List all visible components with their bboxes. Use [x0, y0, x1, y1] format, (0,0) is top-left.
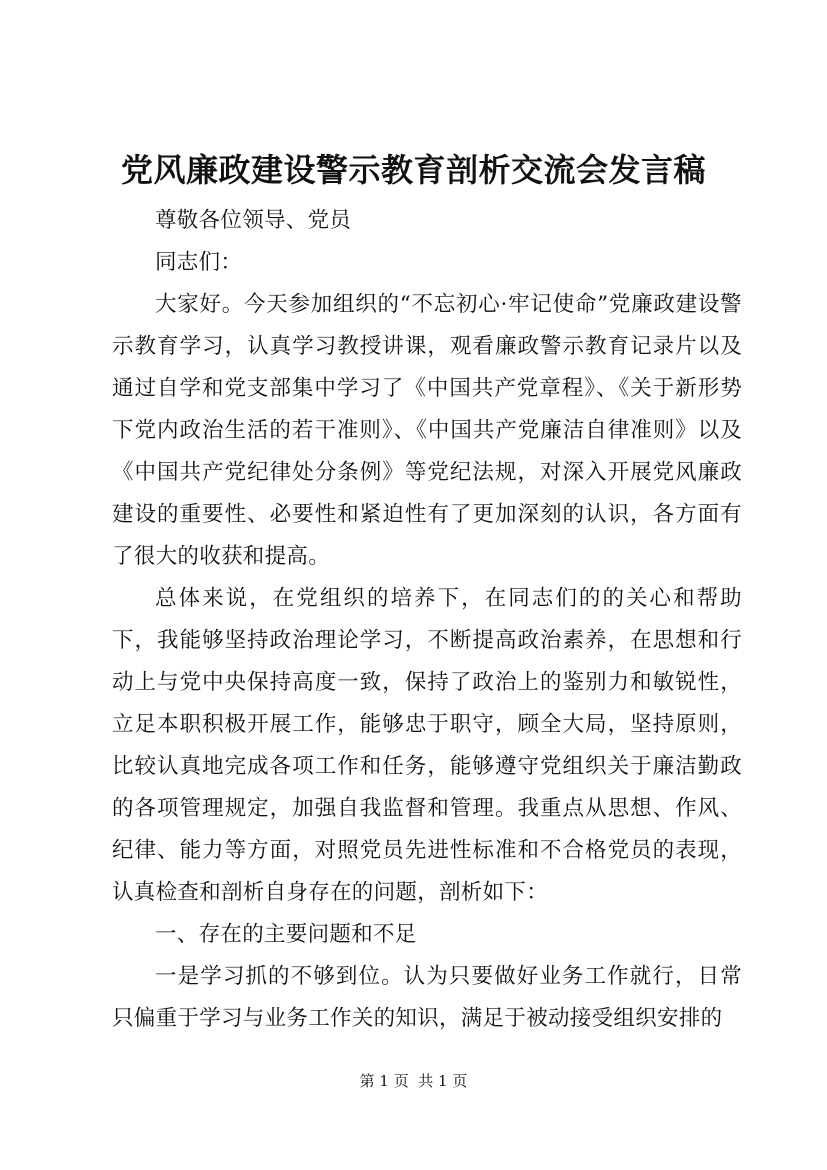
- body-paragraph: 一是学习抓的不够到位。认为只要做好业务工作就行，日常只偏重于学习与业务工作关的知识，满足于被动接受组织安排的: [112, 964, 742, 1031]
- salutation-line: 尊敬各位领导、党员: [155, 208, 352, 233]
- document-body: [112, 200, 742, 1040]
- document-title: 党风廉政建设警示教育剖析交流会发言稿: [120, 151, 706, 189]
- body-paragraph: 总体来说，在党组织的培养下，在同志们的的关心和帮助下，我能够坚持政治理论学习，不断提高政治素养，在思想和行动上与党中央保持高度一致，保持了政治上的鉴别力和敏锐性，立足本职积极开展工作，能够忠于职守，顾全大局，坚持原则，比较认真地完成各项工作和任务，能够遵守党组织关于廉洁勤政的各项管理规定，加强自我监督和管理。我重点从思想、作风、纪律、能力等方面，对照党员先进性标准和不合格党员的表现，认真检查和剖析自身存在的问题，剖析如下：: [112, 586, 742, 905]
- body-paragraph: 大家好。今天参加组织的“不忘初心·牢记使命”党廉政建设警示教育学习，认真学习教授讲课，观看廉政警示教育记录片以及通过自学和党支部集中学习了《中国共产党章程》、《关于新形势下党内政治生活的若干准则》、《中国共产党廉洁自律准则》以及《中国共产党纪律处分条例》等党纪法规，对深入开展党风廉政建设的重要性、必要性和紧迫性有了更加深刻的认识，各方面有了很大的收获和提高。: [112, 292, 742, 569]
- greeting-line: 同志们：: [155, 250, 243, 275]
- page-footer: 第 1 页 共 1 页: [359, 1072, 468, 1090]
- section-heading: 一、存在的主要问题和不足: [155, 922, 417, 947]
